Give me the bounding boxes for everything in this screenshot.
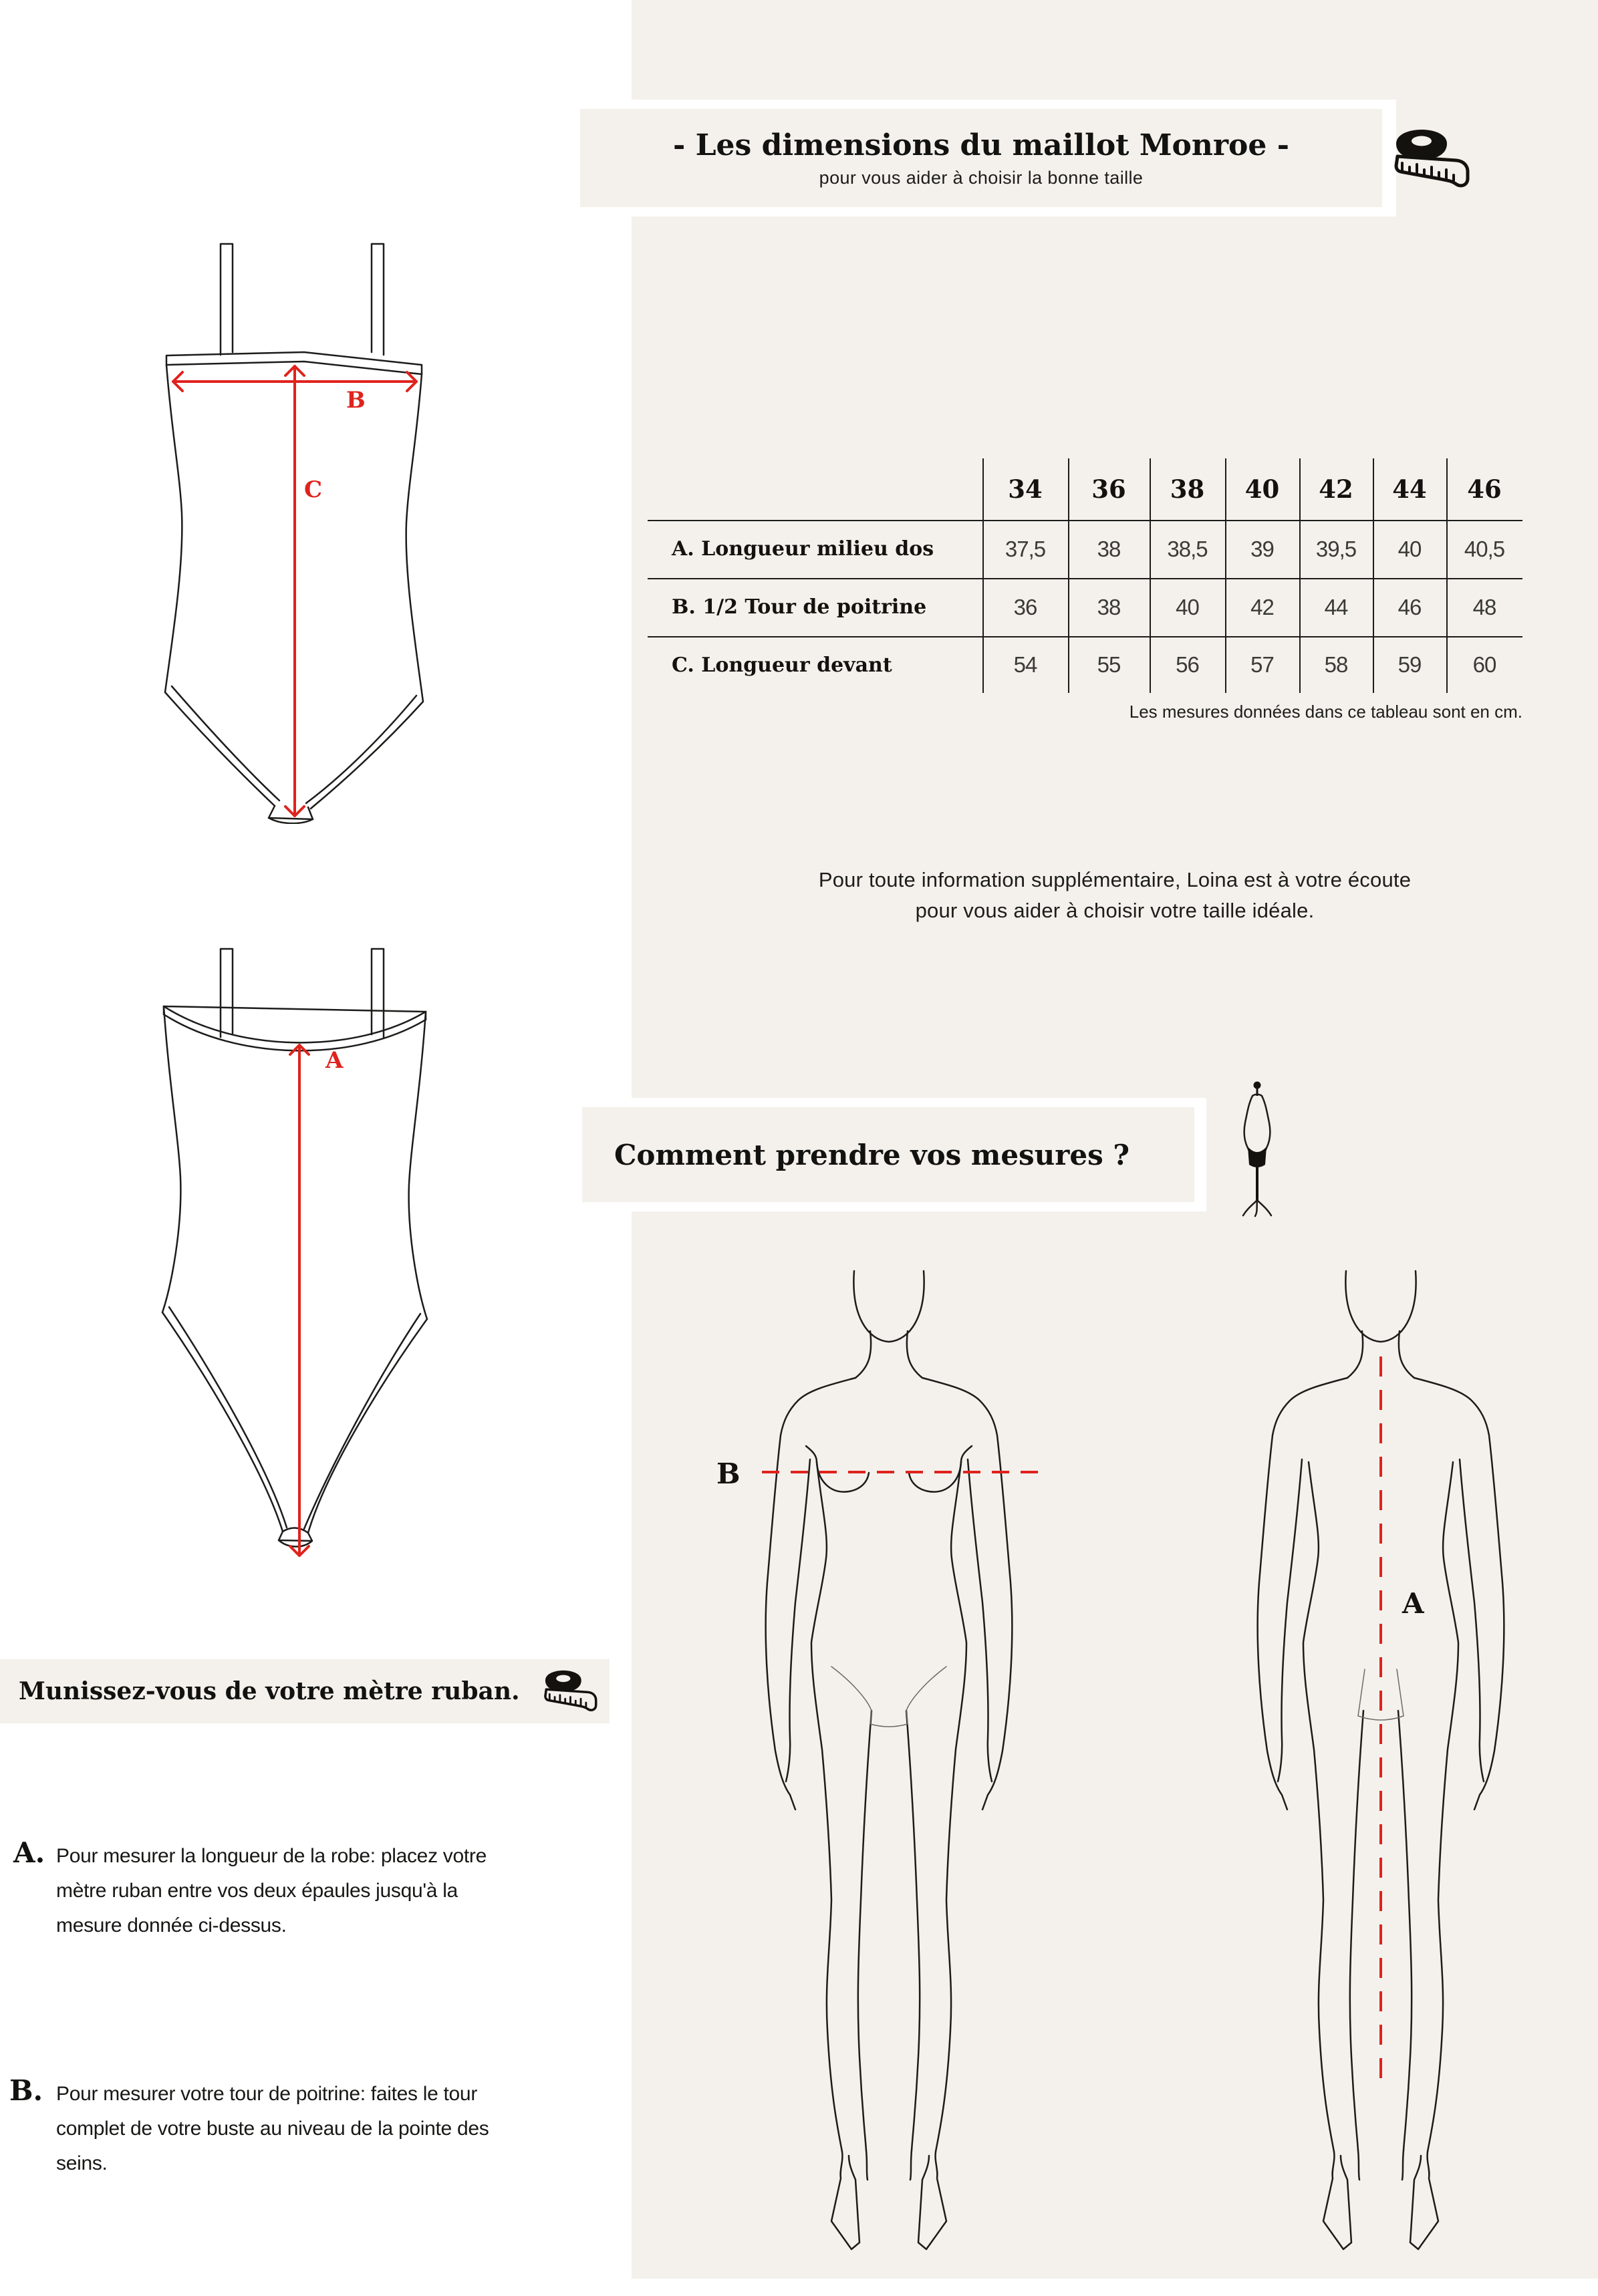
instruction-key-a: A. xyxy=(13,1836,45,1869)
table-cell: 38 xyxy=(1097,594,1121,619)
table-rule xyxy=(1225,458,1226,693)
table-cell: 57 xyxy=(1250,652,1274,677)
label-A-figure: A xyxy=(1402,1587,1424,1620)
table-cell: 37,5 xyxy=(1005,536,1046,561)
table-cell: 38 xyxy=(1097,536,1121,561)
page-subtitle: pour vous aider à choisir la bonne taille xyxy=(819,167,1144,188)
table-rule xyxy=(982,458,984,693)
figure-front-diagram xyxy=(688,1242,1116,2257)
figure-front-outline xyxy=(766,1271,1013,2249)
table-cell: 46 xyxy=(1397,594,1422,619)
table-cell: 56 xyxy=(1176,652,1199,677)
size-header: 40 xyxy=(1244,474,1280,504)
table-cell: 36 xyxy=(1013,594,1037,619)
size-header: 44 xyxy=(1392,474,1427,504)
measurement-arrows-front xyxy=(173,366,416,816)
table-cell: 59 xyxy=(1397,652,1422,677)
swimsuit-back-outline xyxy=(162,949,427,1547)
label-B-figure: B xyxy=(716,1457,741,1490)
table-unit-note: Les mesures données dans ce tableau sont en cm. xyxy=(1129,702,1522,722)
table-cell: 42 xyxy=(1250,594,1274,619)
howto-banner xyxy=(582,1107,1194,1202)
swimsuit-front-diagram xyxy=(144,233,444,824)
size-table xyxy=(648,458,1522,694)
figure-back-diagram xyxy=(1180,1242,1598,2257)
measuring-tape-icon xyxy=(1394,127,1476,191)
tape-banner-text: Munissez-vous de votre mètre ruban. xyxy=(19,1677,520,1705)
mannequin-icon xyxy=(1232,1080,1283,1219)
table-rule xyxy=(1446,458,1448,693)
table-cell: 54 xyxy=(1013,652,1037,677)
figure-front-detail-lines xyxy=(831,1667,946,1727)
instruction-text-a: Pour mesurer la longueur de la robe: placez votre mètre ruban entre vos deux épaules jusqu'à la mesure donnée ci-dessus. xyxy=(56,1845,487,1936)
table-cell: 40,5 xyxy=(1464,536,1505,561)
table-rule xyxy=(1068,458,1069,693)
support-line-1: Pour toute information supplémentaire, Loina est à votre écoute xyxy=(818,868,1412,891)
table-cell: 58 xyxy=(1324,652,1348,677)
table-cell: 39,5 xyxy=(1315,536,1357,561)
label-C-suit-front: C xyxy=(304,476,323,503)
size-table-grid xyxy=(648,458,1522,694)
back-length-measure-line xyxy=(1381,1356,1425,2079)
table-cell: 48 xyxy=(1472,594,1496,619)
measurement-arrow-back xyxy=(290,1045,344,1556)
table-cell: 44 xyxy=(1324,594,1348,619)
size-header: 46 xyxy=(1467,474,1502,504)
table-cell: 38,5 xyxy=(1167,536,1208,561)
size-header: 36 xyxy=(1091,474,1126,504)
title-banner xyxy=(580,109,1382,207)
page-title: - Les dimensions du maillot Monroe - xyxy=(673,128,1289,162)
table-cell: 40 xyxy=(1176,594,1199,619)
table-rule xyxy=(648,578,1522,579)
instruction-key-b: B. xyxy=(9,2074,43,2107)
instruction-text-b: Pour mesurer votre tour de poitrine: faites le tour complet de votre buste au niveau de la pointe des seins. xyxy=(56,2083,489,2174)
table-rule xyxy=(1373,458,1374,693)
size-header: 38 xyxy=(1170,474,1205,504)
table-rule xyxy=(1150,458,1151,693)
support-text xyxy=(632,865,1598,926)
table-cell: 40 xyxy=(1397,536,1422,561)
howto-heading: Comment prendre vos mesures ? xyxy=(614,1138,1129,1171)
table-cell: 55 xyxy=(1097,652,1121,677)
table-cell: 39 xyxy=(1250,536,1274,561)
table-cell: 60 xyxy=(1472,652,1496,677)
size-header: 34 xyxy=(1008,474,1043,504)
measuring-tape-icon xyxy=(543,1669,603,1714)
table-rule xyxy=(648,520,1522,521)
table-rule xyxy=(648,636,1522,637)
table-rule xyxy=(1299,458,1301,693)
bust-measure-line xyxy=(716,1457,1048,1490)
row-label: C. Longueur devant xyxy=(672,653,892,677)
tape-banner xyxy=(0,1659,610,1723)
label-A-suit-back: A xyxy=(325,1047,344,1074)
swimsuit-back-diagram xyxy=(144,944,448,1568)
row-label: B. 1/2 Tour de poitrine xyxy=(672,595,927,619)
row-label: A. Longueur milieu dos xyxy=(672,537,934,561)
label-B-suit-front: B xyxy=(346,387,366,414)
support-line-2: pour vous aider à choisir votre taille idéale. xyxy=(915,899,1315,922)
size-header: 42 xyxy=(1319,474,1353,504)
